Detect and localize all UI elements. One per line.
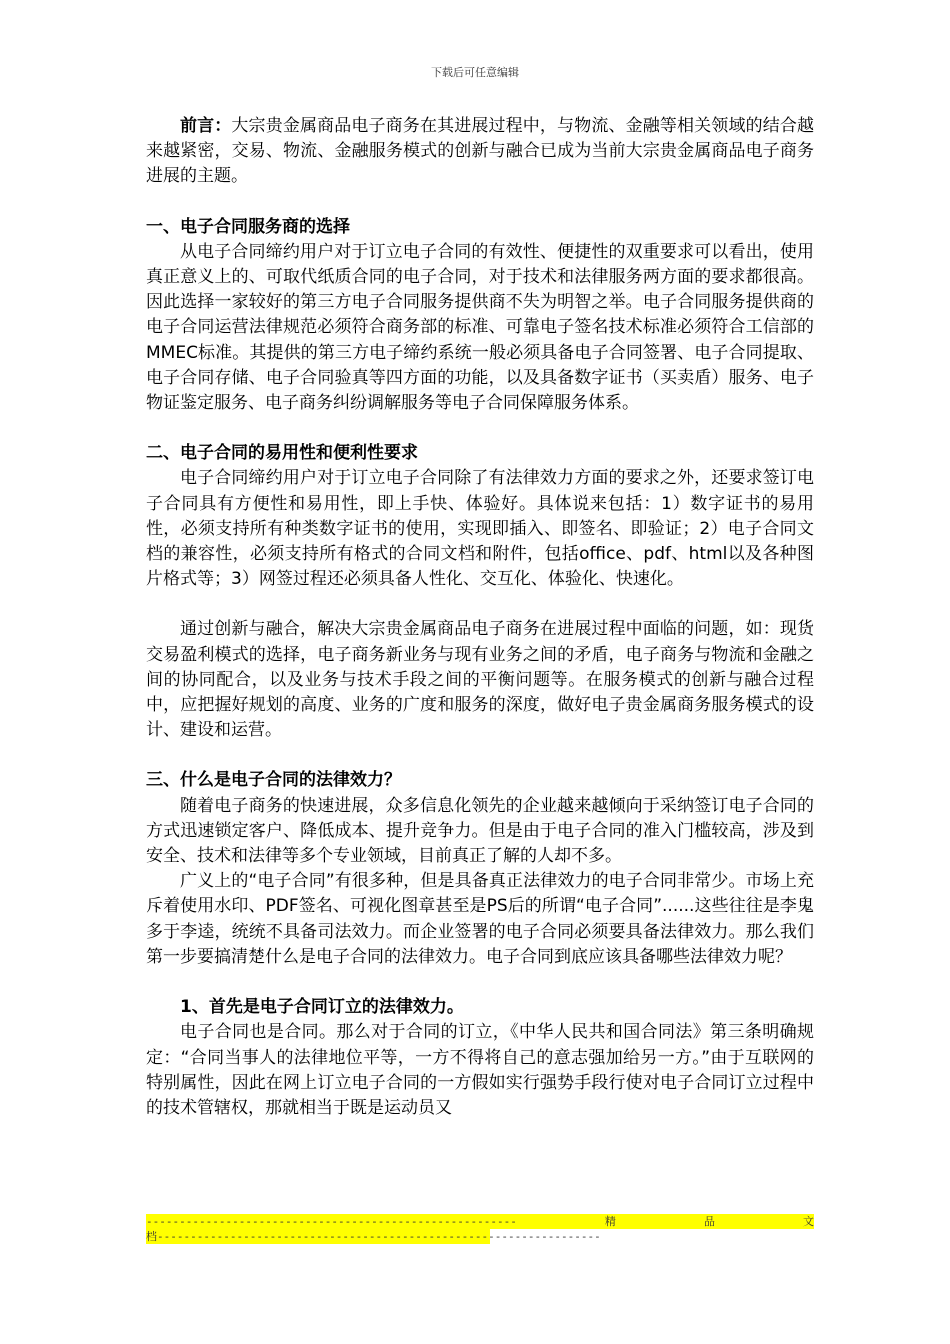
section2-paragraph2: 通过创新与融合，解决大宗贵金属商品电子商务在进展过程中面临的问题，如：现货交易盈利模式的选择，电子商务新业务与现有业务之间的矛盾，电子商务与物流和金融之间的协同配合，以及业务与技术手段之间的平衡问题等。在服务模式的创新与融合过程中，应把握好规划的高度、业务的广度和服务的深度，做好电子贵金属商务服务模式的设计、建设和运营。 [146,619,814,741]
footer-word-4: 档 [146,1230,157,1243]
section1-title: 一、电子合同服务商的选择 [146,216,350,237]
spacer [146,592,814,617]
preface-paragraph [146,114,814,190]
footer-watermark [146,1214,814,1244]
footer-line-top [146,1214,814,1229]
spacer [146,190,814,215]
spacer [146,416,814,441]
section3-title: 三、什么是电子合同的法律效力？ [146,770,401,791]
section2-title: 二、电子合同的易用性和便利性要求 [146,443,418,464]
spacer [146,743,814,768]
footer-word-1: 精 [604,1215,616,1228]
preface-label: 前言： [180,116,232,136]
document-body [146,114,814,1121]
footer-word-3: 文 [802,1215,814,1228]
spacer [146,970,814,995]
section3-sub1-paragraph: 电子合同也是合同。那么对于合同的订立，《中华人民共和国合同法》第三条明确规定：“合同当事人的法律地位平等，一方不得将自己的意志强加给另一方。”由于互联网的特别属性，因此在网上订立电子合同的一方假如实行强势手段行使对电子合同订立过程中的技术管辖权，那就相当于既是运动员又 [146,1022,814,1118]
section3-paragraph1: 随着电子商务的快速进展，众多信息化领先的企业越来越倾向于采纳签订电子合同的方式迅速锁定客户、降低成本、提升竞争力。但是由于电子合同的准入门槛较高，涉及到安全、技术和法律等多个专业领域，目前真正了解的人却不多。 [146,795,814,867]
section2-paragraph: 电子合同缔约用户对于订立电子合同除了有法律效力方面的要求之外，还要求签订电子合同具有方便性和易用性，即上手快、体验好。具体说来包括：1）数字证书的易用性，必须支持所有种类数字证书的使用，实现即插入、即签名、即验证；2）电子合同文档的兼容性，必须支持所有格式的合同文档和附件，包括office、pdf、html以及各种图片格式等；3）网签过程还必须具备人性化、交互化、体验化、快速化。 [146,468,814,590]
section3-paragraph2: 广义上的“电子合同”有很多种，但是具备真正法律效力的电子合同非常少。市场上充斥着使用水印、PDF签名、可视化图章甚至是PS后的所谓“电子合同”......这些往往是李鬼多于李逵，统统不具备司法效力。而企业签署的电子合同必须要具备法律效力。那么我们第一步要搞清楚什么是电子合同的法律效力。电子合同到底应该具备哪些法律效力呢？ [146,871,814,967]
footer-line-bottom [146,1229,601,1244]
preface-text: 大宗贵金属商品电子商务在其进展过程中，与物流、金融等相关领域的结合越来越紧密，交易、物流、金融服务模式的创新与融合已成为当前大宗贵金属商品电子商务进展的主题。 [146,116,815,187]
footer-word-2: 品 [703,1215,715,1228]
header-note: 下载后可任意编辑 [431,66,519,79]
section3-sub1-title: 1、首先是电子合同订立的法律效力。 [180,997,464,1018]
footer-dashes: -------------------------------------------------------- [146,1215,517,1228]
footer-dashes-bottom: ------------------------------------------------------------------- [157,1230,601,1243]
section1-paragraph: 从电子合同缔约用户对于订立电子合同的有效性、便捷性的双重要求可以看出，使用真正意义上的、可取代纸质合同的电子合同，对于技术和法律服务两方面的要求都很高。因此选择一家较好的第三方电子合同服务提供商不失为明智之举。电子合同服务提供商的电子合同运营法律规范必须符合商务部的标准、可靠电子签名技术标准必须符合工信部的MMEC标准。其提供的第三方电子缔约系统一般必须具备电子合同签署、电子合同提取、电子合同存储、电子合同验真等四方面的功能，以及具备数字证书（买卖盾）服务、电子物证鉴定服务、电子商务纠纷调解服务等电子合同保障服务体系。 [146,241,814,414]
